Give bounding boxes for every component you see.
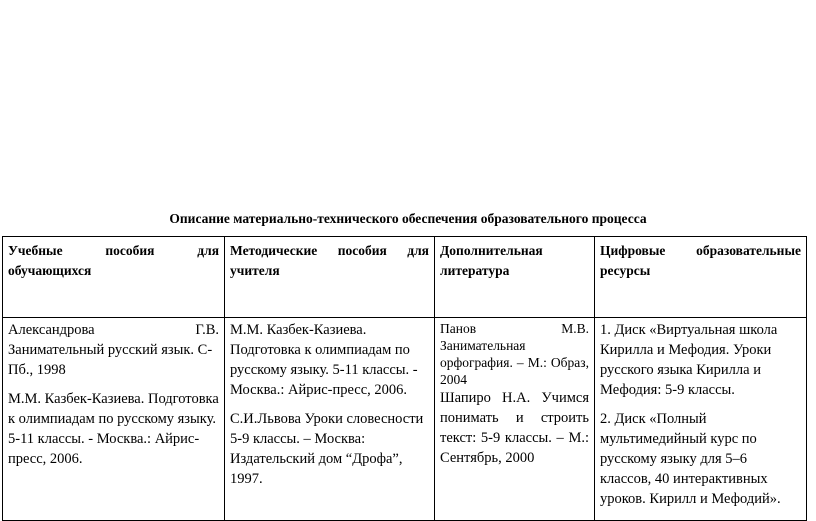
header-cell-digital-resources [595,237,807,318]
text-paragraph: 1. Диск «Виртуальная школа Кирилла и Мефодия. Уроки русского языка Кирилла и Мефодия: 5-9 классы. [600,322,778,398]
cell-extra-literature [435,318,595,521]
cell-student-aids [3,318,225,521]
header-line: учителя [230,263,280,278]
text-paragraph: Шапиро Н.А. Учимся понимать и строить текст: 5-9 классы. – М.: Сентябрь, 2000 [440,390,589,466]
document-title: Описание материально-технического обеспечения образовательного процесса [169,211,647,226]
table-row [3,318,807,521]
header-line: ресурсы [600,263,651,278]
text-paragraph: Занимательная орфография. – М.: Образ, 2004 [440,338,589,387]
header-line: Дополнительная [440,243,543,258]
text-paragraph: М.М. Казбек-Казиева. Подготовка к олимпиадам по русскому языку. 5-11 классы. - Москва.: Айрис-пресс, 2006. [230,322,418,398]
text-paragraph: М.М. Казбек-Казиева. Подготовка к олимпиадам по русскому языку. 5-11 классы. - Москва.: Айрис-пресс, 2006. [8,391,219,467]
header-cell-teacher-aids [225,237,435,318]
text-paragraph: 2. Диск «Полный мультимедийный курс по русскому языку для 5–6 классов, 40 интерактивных уроков. Кирилл и Мефодий». [600,411,781,507]
resources-table [2,236,807,521]
header-line: Цифровые образовательные [600,243,801,258]
header-line: Методические пособия для [230,243,429,258]
table-header-row [3,237,807,318]
text-line: Александрова Г.В. [8,322,219,338]
text-paragraph: С.И.Львова Уроки словесности 5-9 классы. – Москва: Издательский дом “Дрофа”, 1997. [230,411,424,487]
text-paragraph: Занимательный русский язык. С-Пб., 1998 [8,342,213,378]
cell-digital-resources [595,318,807,521]
header-line: Учебные пособия для [8,243,219,258]
header-line: обучающихся [8,263,92,278]
header-cell-student-aids [3,237,225,318]
header-cell-extra-literature [435,237,595,318]
header-line: литература [440,263,510,278]
text-line: Панов М.В. [440,321,589,336]
cell-teacher-aids [225,318,435,521]
